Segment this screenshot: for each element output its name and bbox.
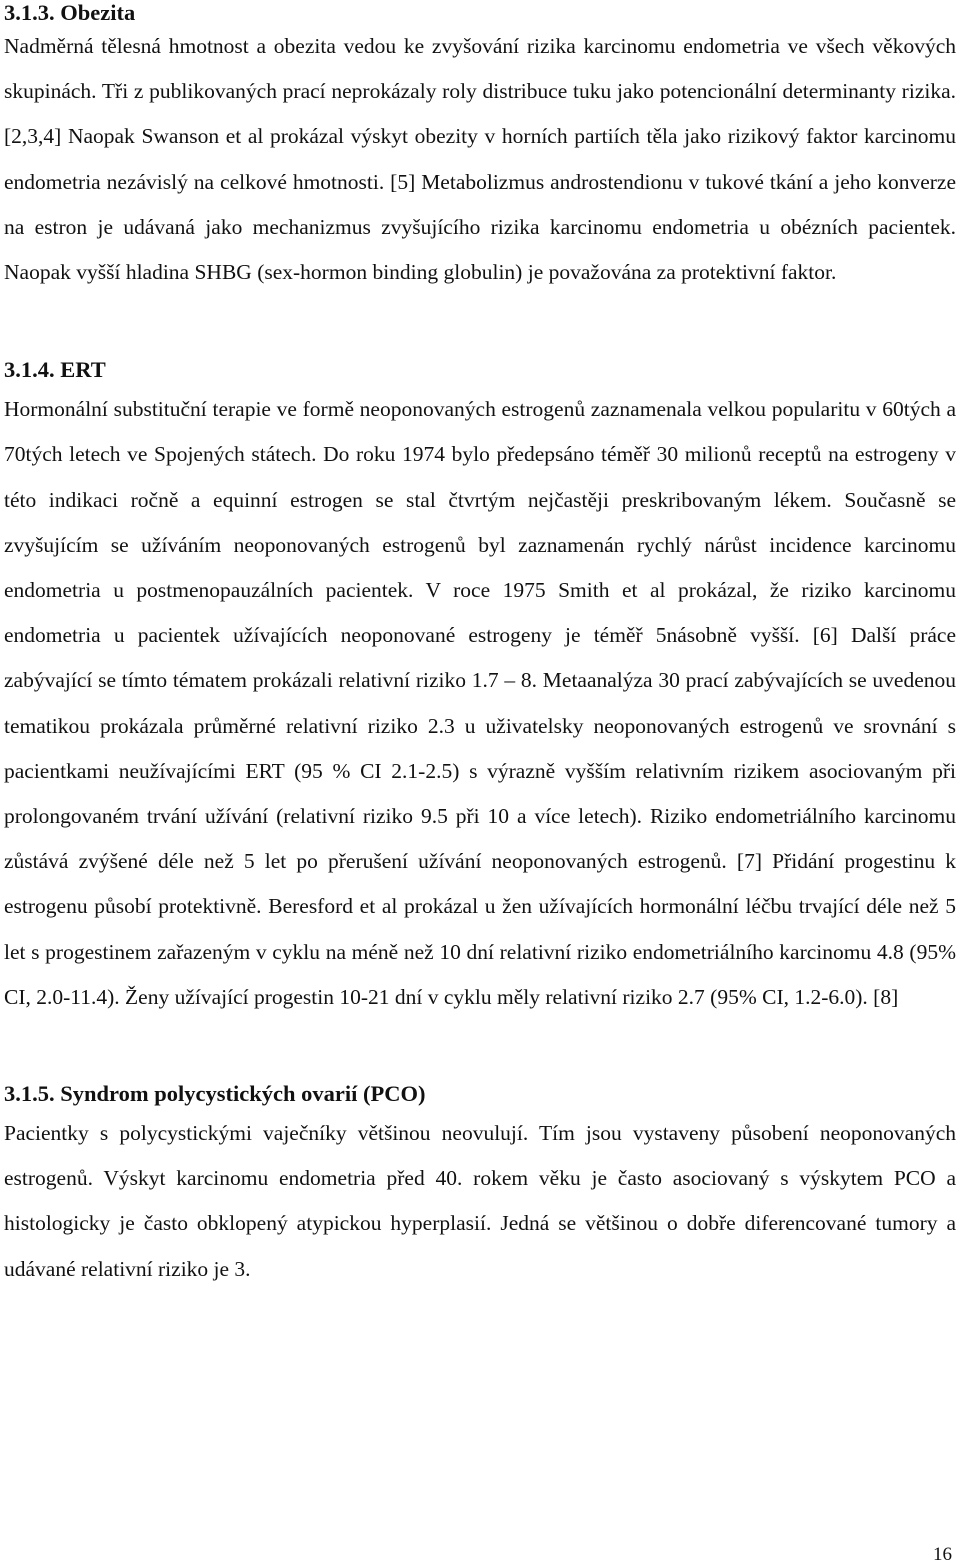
section-ert: [4, 357, 956, 1020]
section-paragraph-ert: Hormonální substituční terapie ve formě neoponovaných estrogenů zaznamenala velkou popularitu v 60tých a 70tých letech ve Spojených státech. Do roku 1974 bylo předepsáno téměř 30 milionů receptů na estrogeny v této indikaci ročně a equinní estrogen se stal čtvrtým nejčastěji preskribovaným lékem. Současně se zvyšujícím se užíváním neoponovaných estrogenů byl zaznamenán rychlý nárůst incidence karcinomu endometria u postmenopauzálních pacientek. V roce 1975 Smith et al prokázal, že riziko karcinomu endometria u pacientek užívajících neoponované estrogeny je téměř 5násobně vyšší. [6] Další práce zabývající se tímto tématem prokázali relativní riziko 1.7 – 8. Metaanalýza 30 prací zabývajících se uvedenou tematikou prokázala průměrné relativní riziko 2.3 u uživatelsky neoponovaných estrogenů ve srovnání s pacientkami neužívajícími ERT (95 % CI 2.1-2.5) s výrazně vyšším relativním rizikem asociovaným při prolongovaném trvání užívání (relativní riziko 9.5 při 10 a více letech). Riziko endometriálního karcinomu zůstává zvýšené déle než 5 let po přerušení užívání neoponovaných estrogenů. [7] Přidání progestinu k estrogenu působí protektivně. Beresford et al prokázal u žen užívajících hormonální léčbu trvající déle než 5 let s progestinem zařazeným v cyklu na méně než 10 dní relativní riziko endometriálního karcinomu 4.8 (95% CI, 2.0-11.4). Ženy užívající progestin 10-21 dní v cyklu měly relativní riziko 2.7 (95% CI, 1.2-6.0). [8]: [4, 397, 956, 1009]
section-obezita: [4, 0, 956, 295]
section-paragraph-pco: Pacientky s polycystickými vaječníky většinou neovulují. Tím jsou vystaveny působení neoponovaných estrogenů. Výskyt karcinomu endometria před 40. rokem věku je často asociovaný s výskytem PCO a histologicky je často obklopený atypickou hyperplasií. Jedná se většinou o dobře diferencované tumory a udávané relativní riziko je 3.: [4, 1121, 956, 1281]
section-heading-pco: 3.1.5. Syndrom polycystických ovarií (PCO): [4, 1081, 426, 1107]
section-heading-obezita: 3.1.3. Obezita: [4, 0, 136, 25]
page-number: 16: [933, 1544, 952, 1565]
section-heading-ert: 3.1.4. ERT: [4, 357, 106, 383]
section-paragraph-obezita: Nadměrná tělesná hmotnost a obezita vedou ke zvyšování rizika karcinomu endometria ve všech věkových skupinách. Tři z publikovaných prací neprokázaly roly distribuce tuku jako potencionální determinanty rizika. [2,3,4] Naopak Swanson et al prokázal výskyt obezity v horních partiích těla jako rizikový faktor karcinomu endometria nezávislý na celkové hmotnosti. [5] Metabolizmus androstendionu v tukové tkání a jeho konverze na estron je udávaná jako mechanizmus zvyšujícího rizika karcinomu endometria u obézních pacientek. Naopak vyšší hladina SHBG (sex-hormon binding globulin) je považována za protektivní faktor.: [4, 34, 956, 285]
section-pco: [4, 1081, 956, 1292]
document-page: [4, 0, 956, 1292]
